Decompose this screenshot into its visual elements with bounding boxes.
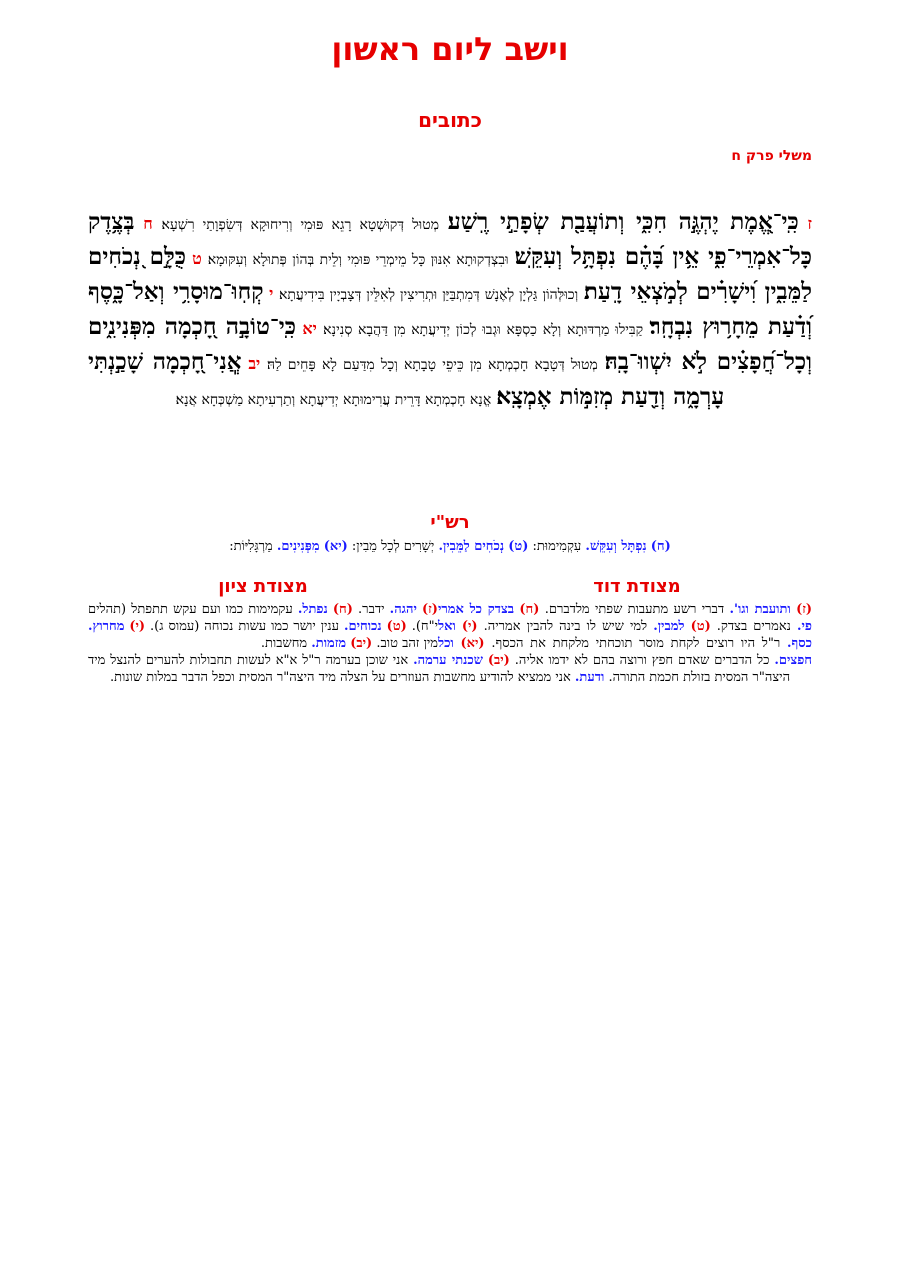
tzion-ref: (יב) [350,636,373,651]
david-gloss: ר"ל היו רוצים לקחת מוסר תוכחתי מלקחת את הכסף. [491,636,781,651]
verse-text: אֲֽנִי־חָ֭כְמָה שָׁכַ֣נְתִּי עָרְמָ֑ה וְדַ֖עַת מְזִמּ֣וֹת אֶמְצָֽא׃ [88,348,725,410]
david-heading: ותועבת וגו'. [729,602,791,617]
tzion-gloss: ענין יושר כמו עשות נכוחה (עמוס ג). [150,619,340,634]
verse-text: כִּֽי־טוֹבָ֣ה חָ֭כְמָה מִפְּנִינִ֑ים וְכָל־חֲ֝פָצִ֗ים לֹ֣א יִשְׁווּ־בָֽהּ׃ [88,313,812,375]
tzion-ref: (ט) [386,619,407,634]
david-ref: (יב) [487,653,510,668]
tzion-gloss: ידבר. [358,602,385,617]
david-ref: (י) [461,619,478,634]
david-ref: (ז) [796,602,813,617]
commentary-columns [88,601,812,686]
tzion-heading: מחרוץ. [88,619,125,634]
targum-text: מְטוּל דְּטָבָא חָכְמְתָא מִן כֵּיפֵי טָבָתָא וְכָל מִדַּעַם לָא פָּחֵים לַהּ׃ [267,357,598,373]
verse-number: ז [807,214,813,233]
rashi-heading: נִפְתָּל וְעִקֵּשׁ. [585,539,647,554]
tzion-heading: נפתל. [297,602,328,617]
david-gloss: אני ממציא להודיע מחשבות העוזרים על הצלה מיד היצה"ר המסית וכפל הדבר במלות שונות. [109,670,571,685]
verse-text: בְּצֶ֥דֶק כָּל־אִמְרֵי־פִ֑י אֵ֥ין בָּ֝הֶ֗ם נִפְתָּ֥ל וְעִקֵּֽשׁ׃ [88,208,812,270]
verse-text: כֻּלָּ֣ם נְ֭כֹחִים לַמֵּבִ֑ין וִ֝ישָׁרִ֗ים לְמֹ֣צְאֵי דָֽעַת׃ [88,243,813,305]
tzion-gloss: מחשבות. [260,636,308,651]
rashi-commentary [88,538,812,556]
rashi-heading: נְכֹחִים לַמֵּבִין. [438,539,505,554]
tzion-heading: יהגה. [389,602,417,617]
targum-text: אֱנָא חָכְמְתָא דָּרֵית עֲרִימוּתָא יְדִיעֲתָא וְתַרְעִיתָא מַשְׁכְּחָא אֲנָא׃ [175,392,492,408]
page-title: וישב ליום ראשון [331,30,569,68]
rashi-ref: (יא) [323,539,348,554]
verse-number: יב [248,354,261,373]
rashi-gloss: עִקְמִימוּת: [532,539,582,554]
verse-number: יא [302,319,317,338]
david-gloss: נאמרים בצדק. [716,619,791,634]
verse-number: י [269,284,274,303]
david-heading: ואל כסף. [438,619,813,651]
verse-text: כִּֽי־אֱ֭מֶת יֶהְגֶּ֣ה חִכִּ֑י וְתוֹעֲבַ֖ת שְׂפָתַ֣י רֶֽשַׁע׃ [447,208,799,235]
targum-text: וּבִצְדְקוּתָא אִנּוּן כָּל מֵימְרֵי פּוּמִי וְלֵית בְּהוֹן פְּתוּלָא וְעִקּוּמָא׃ [207,252,509,268]
targum-text: מְטוּל דְּקוּשְׁטָא רָגֵא פּוּמִי וְרִיחוּקָא דְּשִׂפְוָתַי רִשְׁעָא׃ [161,217,439,233]
rashi-ref: (ט) [508,539,529,554]
david-heading: למבין. [653,619,685,634]
section-title: כתובים [418,108,482,132]
targum-text: וְכוּלְּהוֹן גַּלְיָן לְאֶנָשׁ דְּמִתְבַּיַּן וּתְרִיצִין לְאִלֵּין דְּצָבְיָין בִּידִיעֲתָא׃ [278,287,579,303]
metzudat-tzion-text [88,601,438,652]
metzudat-david-title: מצודת דוד [593,576,681,597]
david-ref: (יא) [460,636,485,651]
david-gloss: למי שיש לו בינה להבין אמריה. [483,619,648,634]
rashi-gloss: מַרְגָּלִיּוֹת: [229,539,273,554]
david-heading: ודעת. [574,670,605,685]
rashi-heading: מִפְּנִינִים. [276,539,320,554]
david-gloss: דברי רשע מתעבות שפתי מלדברם. [544,602,725,617]
tzion-gloss: מין זהב טוב. [376,636,438,651]
david-heading: בצדק כל אמרי פי. [438,602,812,634]
david-ref: (ח) [519,602,540,617]
david-gloss: אני שוכן בערמה ר"ל א"א לעשות תחבולות להערים להנצל מיד היצה"ר המסית בזולת חכמת התורה. [88,653,791,685]
david-heading: וכל חפצים. [438,636,812,668]
verse-text-block [88,206,812,416]
metzudat-tzion-column [88,601,438,652]
tzion-heading: מזמות. [311,636,347,651]
rashi-title: רש"י [430,512,470,533]
verse-text: קְחֽוּ־מוּסָרִ֥י וְאַל־כָּ֑סֶף וְ֝דַ֗עַת מֵחָר֥וּץ נִבְחָֽר׃ [88,278,812,340]
rashi-gloss: יְשָׁרִים לְכָל מֵבִין: [351,539,435,554]
david-heading: שכנתי ערמה. [413,653,483,668]
tzion-ref: (י) [129,619,146,634]
chapter-label: משלי פרק ח [731,148,812,164]
targum-text: קַבִּילוּ מַרְדּוּתָא וְלָא כַסְפָּא וּגְבוּ לְכוֹן יְדִיעֲתָא מִן דַּהֲבָא סְנִינָא׃ [323,322,644,338]
tzion-ref: (ח) [332,602,353,617]
david-ref: (ט) [690,619,711,634]
rashi-ref: (ח) [650,539,671,554]
tzion-ref: (ז) [422,602,438,617]
verse-number: ט [192,249,202,268]
verse-number: ח [143,214,153,233]
david-gloss: כל הדברים שאדם חפץ ורוצה בהם לא ידמו אליה. [514,653,770,668]
tzion-gloss: עקמימות כמו ועם עקש תתפתל (תהלים י"ח). [88,602,438,634]
tzion-heading: נכוחים. [343,619,382,634]
metzudat-tzion-title: מצודת ציון [218,576,308,597]
